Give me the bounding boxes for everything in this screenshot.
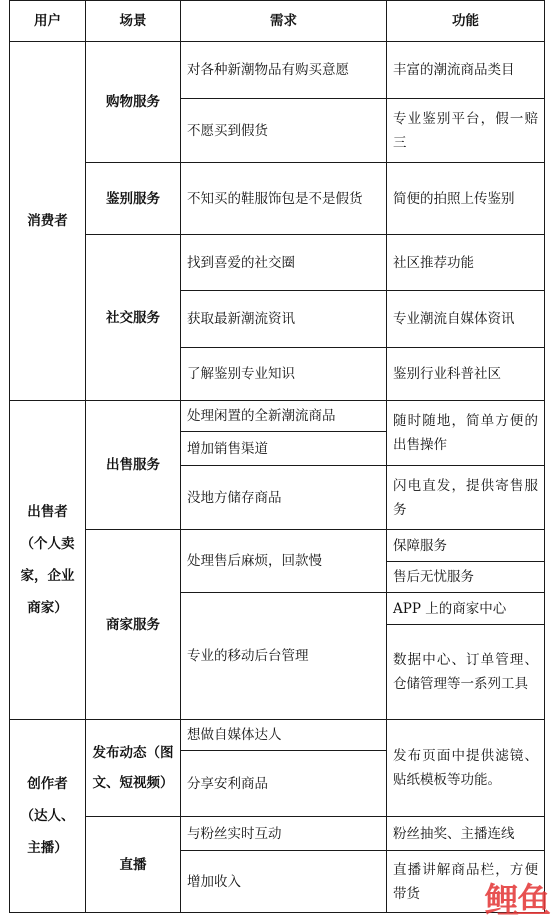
table-row	[10, 817, 545, 851]
header-need: 需求	[181, 1, 387, 42]
function-cell: APP 上的商家中心	[387, 593, 545, 625]
user-scenario-table	[9, 0, 545, 913]
user-seller: 出售者（个人卖家，企业商家）	[10, 401, 86, 720]
need-cell: 没地方储存商品	[181, 466, 387, 530]
table-row	[10, 42, 545, 99]
function-cell: 发布页面中提供滤镜、贴纸模板等功能。	[387, 720, 545, 817]
function-cell: 专业潮流自媒体资讯	[387, 291, 545, 348]
table-row	[10, 720, 545, 751]
need-cell: 对各种新潮物品有购买意愿	[181, 42, 387, 99]
scene-merchant: 商家服务	[86, 530, 181, 720]
scene-live: 直播	[86, 817, 181, 913]
table-wrapper	[9, 0, 545, 913]
table-row	[10, 163, 545, 235]
function-cell: 鉴别行业科普社区	[387, 348, 545, 401]
need-cell: 增加收入	[181, 851, 387, 913]
need-cell: 不知买的鞋服饰包是不是假货	[181, 163, 387, 235]
function-cell: 简便的拍照上传鉴别	[387, 163, 545, 235]
header-row	[10, 1, 545, 42]
need-cell: 想做自媒体达人	[181, 720, 387, 751]
function-cell: 社区推荐功能	[387, 235, 545, 291]
function-cell: 数据中心、订单管理、仓储管理等一系列工具	[387, 625, 545, 720]
user-consumer: 消费者	[10, 42, 86, 401]
function-cell: 直播讲解商品栏，方便带货	[387, 851, 545, 913]
function-cell: 闪电直发，提供寄售服务	[387, 466, 545, 530]
need-cell: 处理闲置的全新潮流商品	[181, 401, 387, 432]
need-cell: 处理售后麻烦，回款慢	[181, 530, 387, 593]
need-cell: 了解鉴别专业知识	[181, 348, 387, 401]
scene-shopping: 购物服务	[86, 42, 181, 163]
table-row	[10, 401, 545, 432]
table-row	[10, 530, 545, 562]
user-creator: 创作者（达人、主播）	[10, 720, 86, 913]
need-cell: 不愿买到假货	[181, 99, 387, 163]
header-user: 用户	[10, 1, 86, 42]
scene-selling: 出售服务	[86, 401, 181, 530]
need-cell: 专业的移动后台管理	[181, 593, 387, 720]
header-scene: 场景	[86, 1, 181, 42]
function-cell: 售后无忧服务	[387, 562, 545, 593]
scene-post: 发布动态（图文、短视频）	[86, 720, 181, 817]
watermark-logo: 鲤鱼	[485, 881, 549, 921]
scene-appraisal: 鉴别服务	[86, 163, 181, 235]
need-cell: 找到喜爱的社交圈	[181, 235, 387, 291]
header-function: 功能	[387, 1, 545, 42]
function-cell: 专业鉴别平台，假一赔三	[387, 99, 545, 163]
scene-social: 社交服务	[86, 235, 181, 401]
need-cell: 与粉丝实时互动	[181, 817, 387, 851]
function-cell: 保障服务	[387, 530, 545, 562]
need-cell: 获取最新潮流资讯	[181, 291, 387, 348]
function-cell: 随时随地，简单方便的出售操作	[387, 401, 545, 466]
function-cell: 丰富的潮流商品类目	[387, 42, 545, 99]
need-cell: 增加销售渠道	[181, 432, 387, 466]
table-row	[10, 235, 545, 291]
function-cell: 粉丝抽奖、主播连线	[387, 817, 545, 851]
need-cell: 分享安利商品	[181, 751, 387, 817]
